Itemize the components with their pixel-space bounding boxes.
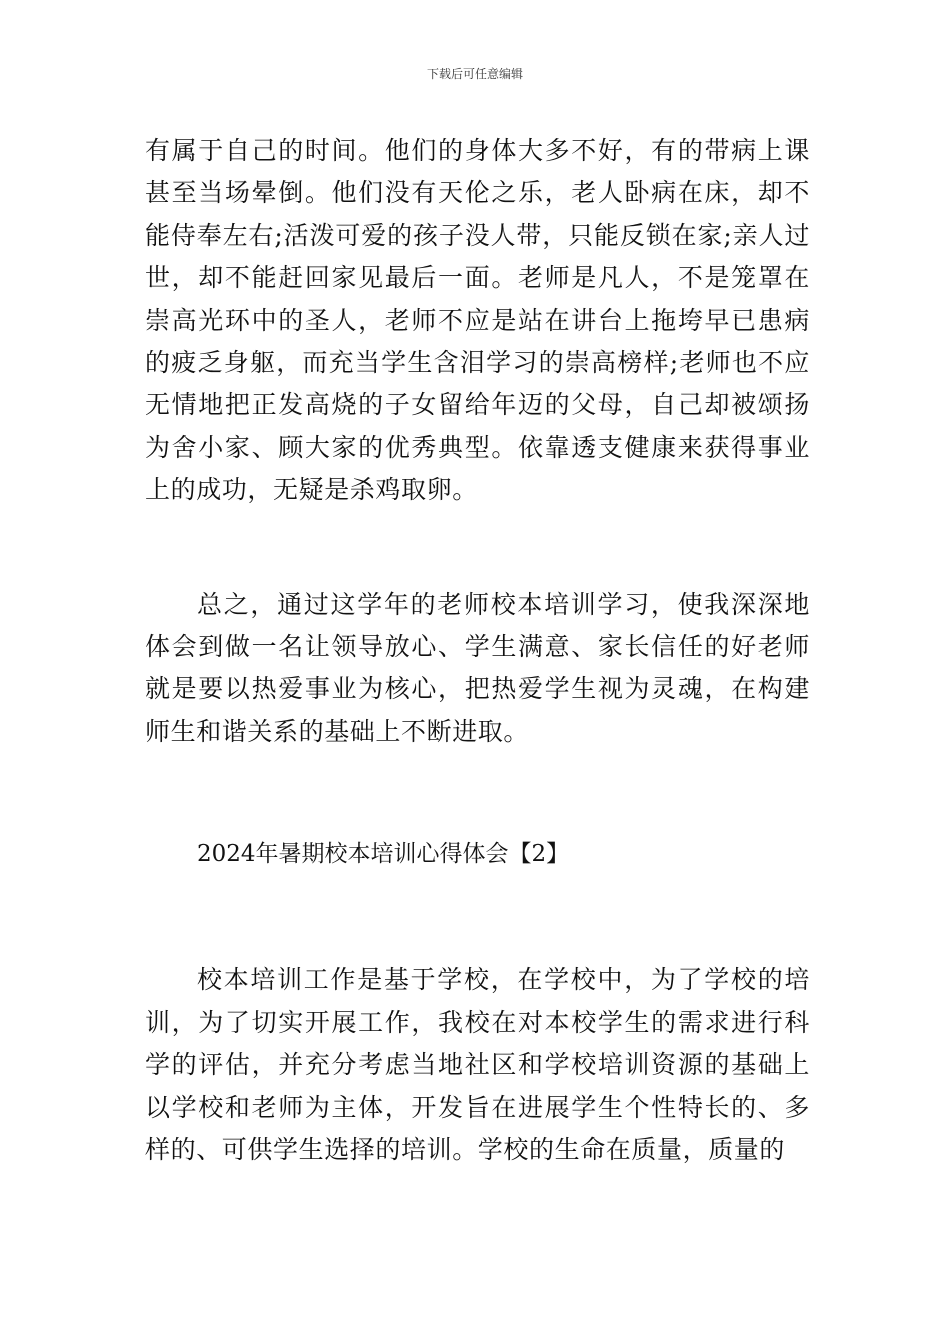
paragraph-spacer bbox=[145, 512, 810, 584]
paragraph-intro: 校本培训工作是基于学校，在学校中，为了学校的培训，为了切实开展工作，我校在对本校学生的需求进行科学的评估，并充分考虑当地社区和学校培训资源的基础上以学校和老师为主体，开发旨在进展学生个性特长的、多样的、可供学生选择的培训。学校的生命在质量，质量的 bbox=[145, 965, 810, 1164]
paragraph-continued: 有属于自己的时间。他们的身体大多不好，有的带病上课甚至当场晕倒。他们没有天伦之乐，老人卧病在床，却不能侍奉左右;活泼可爱的孩子没人带，只能反锁在家;亲人过世，却不能赶回家见最后一面。老师是凡人，不是笼罩在崇高光环中的圣人，老师不应是站在讲台上拖垮早已患病的疲乏身躯，而充当学生含泪学习的崇高榜样;老师也不应无情地把正发高烧的子女留给年迈的父母，自己却被颂扬为舍小家、顾大家的优秀典型。依靠透支健康来获得事业上的成功，无疑是杀鸡取卵。 bbox=[145, 136, 810, 505]
section-heading: 2024年暑期校本培训心得体会【2】 bbox=[197, 841, 570, 868]
paragraph-spacer bbox=[145, 875, 810, 959]
page-header: 下载后可任意编辑 bbox=[426, 67, 523, 81]
paragraph-spacer bbox=[145, 753, 810, 833]
document-body bbox=[145, 130, 810, 1171]
paragraph-conclusion: 总之，通过这学年的老师校本培训学习，使我深深地体会到做一名让领导放心、学生满意、家长信任的好老师就是要以热爱事业为核心，把热爱学生视为灵魂，在构建师生和谐关系的基础上不断进取。 bbox=[145, 589, 810, 746]
